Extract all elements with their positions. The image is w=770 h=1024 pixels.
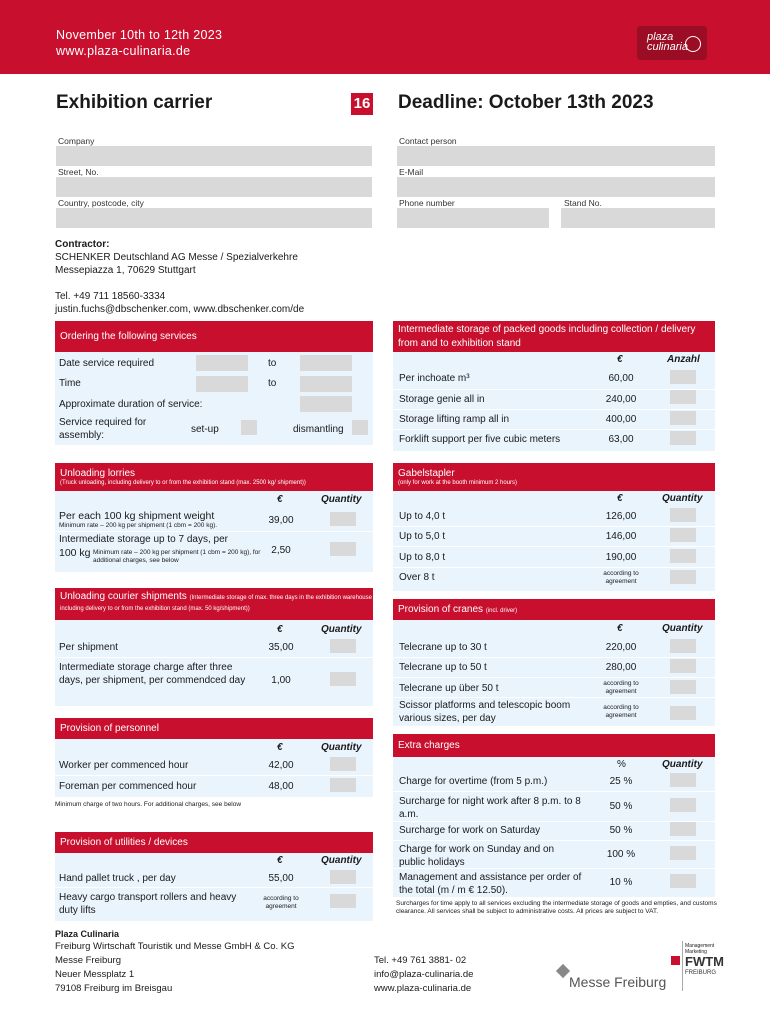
courier-qty-col: Quantity <box>321 624 362 635</box>
street-input[interactable] <box>56 177 372 197</box>
deadline: Deadline: October 13th 2023 <box>398 92 654 113</box>
cranes-r1-label: Telecrane up to 30 t <box>399 642 487 653</box>
footer-name: Plaza Culinaria <box>55 929 120 939</box>
unloading-r1-label: Per each 100 kg shipment weight <box>59 510 215 522</box>
forklift-r2-price: 146,00 <box>605 531 637 542</box>
divider <box>393 546 715 547</box>
footer-line2: Neuer Messplatz 1 <box>55 969 135 980</box>
country-input[interactable] <box>56 208 372 228</box>
extra-r4-label: Charge for work on Sunday and on public holidays <box>399 844 555 868</box>
storage-r4-label: Forklift support per five cubic meters <box>399 434 561 445</box>
footer-line3: 79108 Freiburg im Breisgau <box>55 983 173 994</box>
courier-r2-price: 1,00 <box>271 675 291 686</box>
contractor-address: Messepiazza 1, 70629 Stuttgart <box>55 265 196 276</box>
date-required-label: Date service required <box>59 358 155 369</box>
phone-label: Phone number <box>399 198 455 208</box>
utilities-r2-price: according to agreement <box>263 895 299 910</box>
utilities-r2-label: Heavy cargo transport rollers and heavy duty lifts <box>59 892 237 916</box>
time-to-label: to <box>268 378 277 389</box>
dismantling-label: dismantling <box>293 424 344 435</box>
event-url[interactable]: www.plaza-culinaria.de <box>56 44 191 58</box>
divider <box>393 821 715 822</box>
unloading-r2-small: Minimum rate – 200 kg per shipment (1 cbm = 200 kg), for additional charges, see below <box>93 549 261 564</box>
personnel-note: Minimum charge of two hours. For additional charges, see below <box>55 801 242 808</box>
forklift-r1-label: Up to 4,0 t <box>399 511 446 522</box>
forklift-qty-col: Quantity <box>662 493 703 504</box>
divider <box>55 657 373 658</box>
cranes-r1-price: 220,00 <box>605 642 637 653</box>
storage-qty-col: Anzahl <box>667 354 700 365</box>
cranes-r1-qty[interactable] <box>670 639 696 653</box>
forklift-header: Gabelstapler (only for work at the booth minimum 2 hours) <box>393 463 715 491</box>
storage-header: Intermediate storage of packed goods including collection / delivery from and to exhibition stand <box>393 321 715 352</box>
extra-r3-label: Surcharge for work on Saturday <box>399 825 541 836</box>
page-title: Exhibition carrier <box>56 92 213 113</box>
time-label: Time <box>59 378 81 389</box>
cranes-r4-price: according to agreement <box>603 704 639 719</box>
cranes-r4-label: Scissor platforms and telescopic boom <box>399 700 571 711</box>
dismantling-checkbox[interactable] <box>352 420 368 435</box>
divider <box>393 791 715 792</box>
personnel-r1-price: 42,00 <box>268 760 294 771</box>
footer-tel: Tel. +49 761 3881- 02 <box>374 955 467 966</box>
storage-r3-qty[interactable] <box>670 411 696 425</box>
required-for-label: Service required for assembly: <box>59 417 147 441</box>
duration-label: Approximate duration of service: <box>59 399 203 410</box>
messe-freiburg-logo-icon <box>556 964 570 978</box>
extra-r4-val: 100 % <box>606 849 636 860</box>
cranes-r3-price: according to agreement <box>603 680 639 695</box>
courier-r1-label: Per shipment <box>59 642 118 653</box>
personnel-r2-qty[interactable] <box>330 778 356 792</box>
time-from-input[interactable] <box>196 376 248 392</box>
footer-company: Freiburg Wirtschaft Touristik und Messe GmbH & Co. KG <box>55 941 295 952</box>
extra-r2-val: 50 % <box>609 801 633 812</box>
storage-r3-price: 400,00 <box>605 414 637 425</box>
email-label: E-Mail <box>399 167 424 177</box>
cranes-r4-qty[interactable] <box>670 706 696 720</box>
extra-r5-qty[interactable] <box>670 874 696 888</box>
extra-r4-qty[interactable] <box>670 846 696 860</box>
divider <box>682 941 683 991</box>
extra-r5-label: Management and assistance per order of the total (m / m € 12.50). <box>399 872 582 896</box>
extra-r2-label: Surcharge for night work after 8 p.m. to 8 a.m. <box>399 796 581 820</box>
divider <box>393 677 715 678</box>
cranes-r2-label: Telecrane up to 50 t <box>399 662 487 673</box>
utilities-r1-qty[interactable] <box>330 870 356 884</box>
divider <box>393 697 715 698</box>
setup-checkbox[interactable] <box>241 420 257 435</box>
utilities-eur-col: € <box>277 855 283 866</box>
extra-note: Surcharges for time apply to all services excluding the intermediate storage of goods and empties, and customs clearance. All services shall be subject to administrative costs. All prices are subject to VAT. <box>396 900 717 915</box>
contractor-tel: Tel. +49 711 18560-3334 <box>55 291 166 302</box>
setup-label: set-up <box>191 424 219 435</box>
forklift-r1-price: 126,00 <box>605 511 637 522</box>
extra-r3-qty[interactable] <box>670 822 696 836</box>
personnel-r2-price: 48,00 <box>268 781 294 792</box>
logo-mark-icon <box>685 36 701 52</box>
unloading-r1-qty[interactable] <box>330 512 356 526</box>
date-to-input[interactable] <box>300 355 352 371</box>
country-label: Country, postcode, city <box>58 198 144 208</box>
footer-line1: Messe Freiburg <box>55 955 121 966</box>
personnel-r1-label: Worker per commenced hour <box>59 760 189 771</box>
contractor-name: SCHENKER Deutschland AG Messe / Spezialverkehre <box>55 252 298 263</box>
storage-eur-col: € <box>617 354 623 365</box>
divider <box>393 657 715 658</box>
personnel-qty-col: Quantity <box>321 742 362 753</box>
extra-header: Extra charges <box>393 734 715 757</box>
extra-r3-val: 50 % <box>609 825 633 836</box>
divider <box>393 567 715 568</box>
unloading-r2-qty[interactable] <box>330 542 356 556</box>
courier-r2-label: Intermediate storage charge after three days, per shipment, per commendced day <box>59 662 246 686</box>
event-dates: November 10th to 12th 2023 <box>56 28 223 42</box>
company-label: Company <box>58 136 95 146</box>
divider <box>393 409 715 410</box>
cranes-qty-col: Quantity <box>662 623 703 634</box>
unloading-qty-col: Quantity <box>321 494 362 505</box>
phone-input[interactable] <box>397 208 549 228</box>
cranes-r3-label: Telecrane up über 50 t <box>399 683 499 694</box>
stand-input[interactable] <box>561 208 715 228</box>
cranes-r4-label-b: various sizes, per day <box>399 713 496 724</box>
extra-r5-val: 10 % <box>609 877 633 888</box>
footer-web[interactable]: www.plaza-culinaria.de <box>374 983 472 994</box>
fwtm-city: FREIBURG <box>685 970 717 976</box>
forklift-r4-label: Over 8 t <box>399 572 435 583</box>
forklift-r2-qty[interactable] <box>670 528 696 542</box>
unloading-eur-col: € <box>277 494 283 505</box>
company-input[interactable] <box>56 146 372 166</box>
forklift-r4-price: according to agreement <box>603 570 639 585</box>
unloading-r2-label: Intermediate storage up to 7 days, per <box>59 534 228 545</box>
divider <box>393 868 715 869</box>
fwtm-tagline: Management Marketing <box>685 943 715 955</box>
date-to-label: to <box>268 358 277 369</box>
storage-r4-qty[interactable] <box>670 431 696 445</box>
forklift-r3-label: Up to 8,0 t <box>399 552 446 563</box>
fwtm-logo: FWTM <box>685 954 724 969</box>
top-banner <box>0 0 770 74</box>
duration-input[interactable] <box>300 396 352 412</box>
unloading-r1-price: 39,00 <box>268 515 294 526</box>
storage-r4-price: 63,00 <box>608 434 634 445</box>
utilities-r2-qty[interactable] <box>330 894 356 908</box>
time-to-input[interactable] <box>300 376 352 392</box>
cranes-header: Provision of cranes (incl. driver) <box>393 599 715 620</box>
unloading-r1-small: Minimum rate – 200 kg per shipment (1 cbm = 200 kg). <box>59 522 218 529</box>
unloading-header: Unloading lorries (Truck unloading, including delivery to or from the exhibition stand (max. 2500 kg/ shipment)) <box>55 463 373 491</box>
storage-r1-price: 60,00 <box>608 373 634 384</box>
personnel-r2-label: Foreman per commenced hour <box>59 781 197 792</box>
messe-freiburg-logo: Messe Freiburg <box>569 974 667 990</box>
utilities-qty-col: Quantity <box>321 855 362 866</box>
contractor-mail[interactable]: justin.fuchs@dbschenker.com, www.dbschenker.com/de <box>55 304 305 315</box>
forklift-eur-col: € <box>617 493 623 504</box>
forklift-r2-label: Up to 5,0 t <box>399 531 446 542</box>
unloading-r2-label-b: 100 kg <box>59 547 91 559</box>
cranes-r2-qty[interactable] <box>670 659 696 673</box>
divider <box>55 531 373 532</box>
extra-r1-val: 25 % <box>609 776 633 787</box>
utilities-r1-label: Hand pallet truck , per day <box>59 873 176 884</box>
cranes-r2-price: 280,00 <box>605 662 637 673</box>
footer-mail[interactable]: info@plaza-culinaria.de <box>374 969 474 980</box>
extra-r1-qty[interactable] <box>670 773 696 787</box>
courier-r1-price: 35,00 <box>268 642 294 653</box>
contact-label: Contact person <box>399 136 457 146</box>
forklift-r1-qty[interactable] <box>670 508 696 522</box>
email-input[interactable] <box>397 177 715 197</box>
storage-r1-label: Per inchoate m³ <box>399 373 470 384</box>
contact-input[interactable] <box>397 146 715 166</box>
cranes-r3-qty[interactable] <box>670 680 696 694</box>
forklift-r4-qty[interactable] <box>670 570 696 584</box>
storage-r2-qty[interactable] <box>670 390 696 404</box>
divider <box>393 389 715 390</box>
divider <box>55 775 373 776</box>
unloading-r2-price: 2,50 <box>271 545 291 556</box>
fwtm-logo-icon <box>671 956 680 965</box>
contractor-label: Contractor: <box>55 239 110 250</box>
divider <box>393 840 715 841</box>
storage-r1-qty[interactable] <box>670 370 696 384</box>
personnel-r1-qty[interactable] <box>330 757 356 771</box>
personnel-header: Provision of personnel <box>55 718 373 739</box>
divider <box>55 887 373 888</box>
personnel-eur-col: € <box>277 742 283 753</box>
divider <box>393 429 715 430</box>
storage-r2-price: 240,00 <box>605 394 637 405</box>
ordering-header: Ordering the following services <box>55 321 373 352</box>
divider <box>393 526 715 527</box>
street-label: Street, No. <box>58 167 99 177</box>
forklift-r3-price: 190,00 <box>605 552 637 563</box>
cranes-eur-col: € <box>617 623 623 634</box>
courier-r1-qty[interactable] <box>330 639 356 653</box>
date-from-input[interactable] <box>196 355 248 371</box>
extra-qty-col: Quantity <box>662 759 703 770</box>
utilities-header: Provision of utilities / devices <box>55 832 373 853</box>
extra-r1-label: Charge for overtime (from 5 p.m.) <box>399 776 548 787</box>
plaza-culinaria-logo: plaza culinaria <box>637 26 707 60</box>
extra-pct-col: % <box>617 759 626 770</box>
forklift-r3-qty[interactable] <box>670 549 696 563</box>
utilities-r1-price: 55,00 <box>268 873 294 884</box>
courier-eur-col: € <box>277 624 283 635</box>
stand-label: Stand No. <box>564 198 602 208</box>
form-number-badge: 16 <box>351 93 373 115</box>
storage-r2-label: Storage genie all in <box>399 394 485 405</box>
courier-header: Unloading courier shipments (Intermediate storage of max. three days in the exhibition warehouse including delivery to or from the exhibition stand (max. 50 kg/shipment)) <box>55 588 373 620</box>
courier-r2-qty[interactable] <box>330 672 356 686</box>
extra-r2-qty[interactable] <box>670 798 696 812</box>
storage-r3-label: Storage lifting ramp all in <box>399 414 510 425</box>
